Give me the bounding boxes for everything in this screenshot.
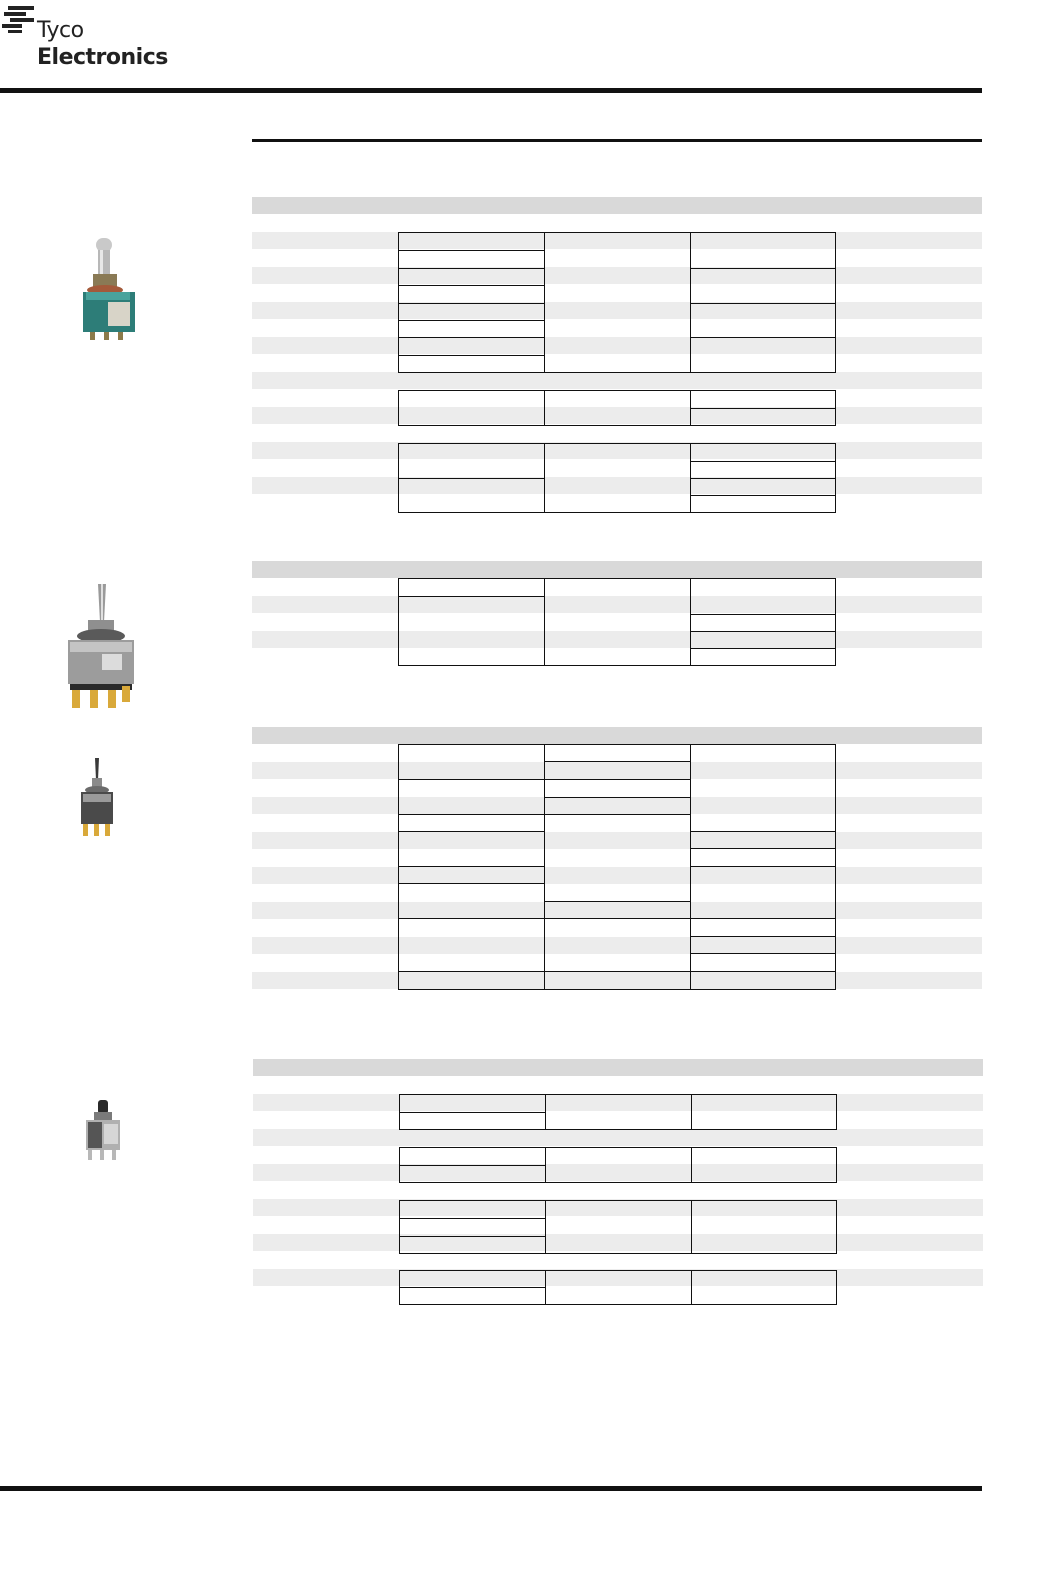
table-cell xyxy=(544,390,691,426)
table-cell xyxy=(690,408,836,426)
table-cell xyxy=(544,779,691,798)
brand-line-2: Electronics xyxy=(37,45,168,70)
table-cell xyxy=(690,918,836,937)
table-cell xyxy=(690,953,836,972)
spec-table xyxy=(399,1094,837,1130)
table-cell xyxy=(398,320,545,338)
table-cell xyxy=(544,232,691,373)
table-cell xyxy=(690,578,836,615)
brand-name xyxy=(37,17,168,71)
table-cell xyxy=(690,478,836,496)
spec-table xyxy=(398,232,836,373)
table-cell xyxy=(690,390,836,409)
spec-table xyxy=(398,390,836,426)
table-cell xyxy=(398,814,545,832)
table-cell xyxy=(690,614,836,632)
table-cell xyxy=(399,1287,546,1305)
section-header-bar xyxy=(252,197,982,214)
table-cell xyxy=(399,1147,546,1166)
table-cell xyxy=(398,779,545,815)
table-cell xyxy=(544,901,691,919)
table-cell xyxy=(545,1200,692,1254)
table-cell xyxy=(690,971,836,990)
spec-table xyxy=(398,744,836,990)
table-cell xyxy=(398,443,545,479)
spec-table xyxy=(398,578,836,666)
table-cell xyxy=(690,495,836,513)
table-cell xyxy=(398,478,545,513)
table-cell xyxy=(398,303,545,321)
tyco-stripes-logo-icon xyxy=(2,6,36,34)
table-cell xyxy=(691,1200,837,1254)
table-cell xyxy=(690,866,836,919)
table-cell xyxy=(544,971,691,990)
section-header-bar xyxy=(253,1059,983,1076)
table-cell xyxy=(544,578,691,666)
table-cell xyxy=(399,1165,546,1183)
table-cell xyxy=(399,1112,546,1130)
spec-table xyxy=(398,443,836,513)
table-cell xyxy=(690,232,836,269)
table-cell xyxy=(399,1236,546,1254)
table-cell xyxy=(690,648,836,666)
spec-table xyxy=(399,1270,837,1305)
toggle-switch-metal-large-photo-icon xyxy=(58,582,144,714)
header-rule xyxy=(0,88,982,93)
table-cell xyxy=(690,443,836,462)
table-cell xyxy=(398,578,545,597)
section-header-bar xyxy=(252,561,982,578)
table-cell xyxy=(399,1094,546,1113)
table-cell xyxy=(544,797,691,815)
table-cell xyxy=(398,390,545,426)
table-cell xyxy=(690,303,836,338)
table-cell xyxy=(690,461,836,479)
table-cell xyxy=(398,250,545,269)
table-cell xyxy=(545,1270,692,1305)
table-cell xyxy=(399,1218,546,1237)
table-cell xyxy=(398,285,545,304)
table-cell xyxy=(544,443,691,513)
table-cell xyxy=(544,761,691,780)
table-cell xyxy=(398,918,545,972)
table-cell xyxy=(398,971,545,990)
toggle-switch-miniature-photo-icon xyxy=(76,756,118,840)
footer-rule xyxy=(0,1486,982,1491)
table-cell xyxy=(691,1147,837,1183)
table-cell xyxy=(691,1270,837,1305)
stripe-row xyxy=(252,372,982,389)
table-cell xyxy=(545,1147,692,1183)
table-cell xyxy=(690,936,836,954)
table-cell xyxy=(398,355,545,373)
table-cell xyxy=(690,744,836,832)
table-cell xyxy=(544,744,691,762)
table-cell xyxy=(398,596,545,666)
table-cell xyxy=(544,814,691,902)
toggle-switch-green-base-photo-icon xyxy=(74,236,144,344)
table-cell xyxy=(690,631,836,649)
stripe-row xyxy=(253,1129,983,1146)
table-cell xyxy=(690,268,836,304)
table-cell xyxy=(544,918,691,972)
table-cell xyxy=(399,1270,546,1288)
table-cell xyxy=(398,866,545,884)
table-cell xyxy=(398,268,545,286)
table-cell xyxy=(691,1094,837,1130)
table-cell xyxy=(690,337,836,373)
table-cell xyxy=(399,1200,546,1219)
table-cell xyxy=(398,883,545,919)
table-cell xyxy=(398,337,545,356)
table-cell xyxy=(398,232,545,251)
table-cell xyxy=(398,831,545,867)
spec-table xyxy=(399,1147,837,1183)
table-cell xyxy=(545,1094,692,1130)
spec-table xyxy=(399,1200,837,1254)
table-cell xyxy=(398,744,545,780)
table-cell xyxy=(690,848,836,867)
pushbutton-switch-photo-icon xyxy=(78,1098,134,1164)
brand-line-1: Tyco xyxy=(37,18,84,43)
section-header-bar xyxy=(252,727,982,744)
title-rule xyxy=(252,139,982,142)
table-cell xyxy=(690,831,836,849)
